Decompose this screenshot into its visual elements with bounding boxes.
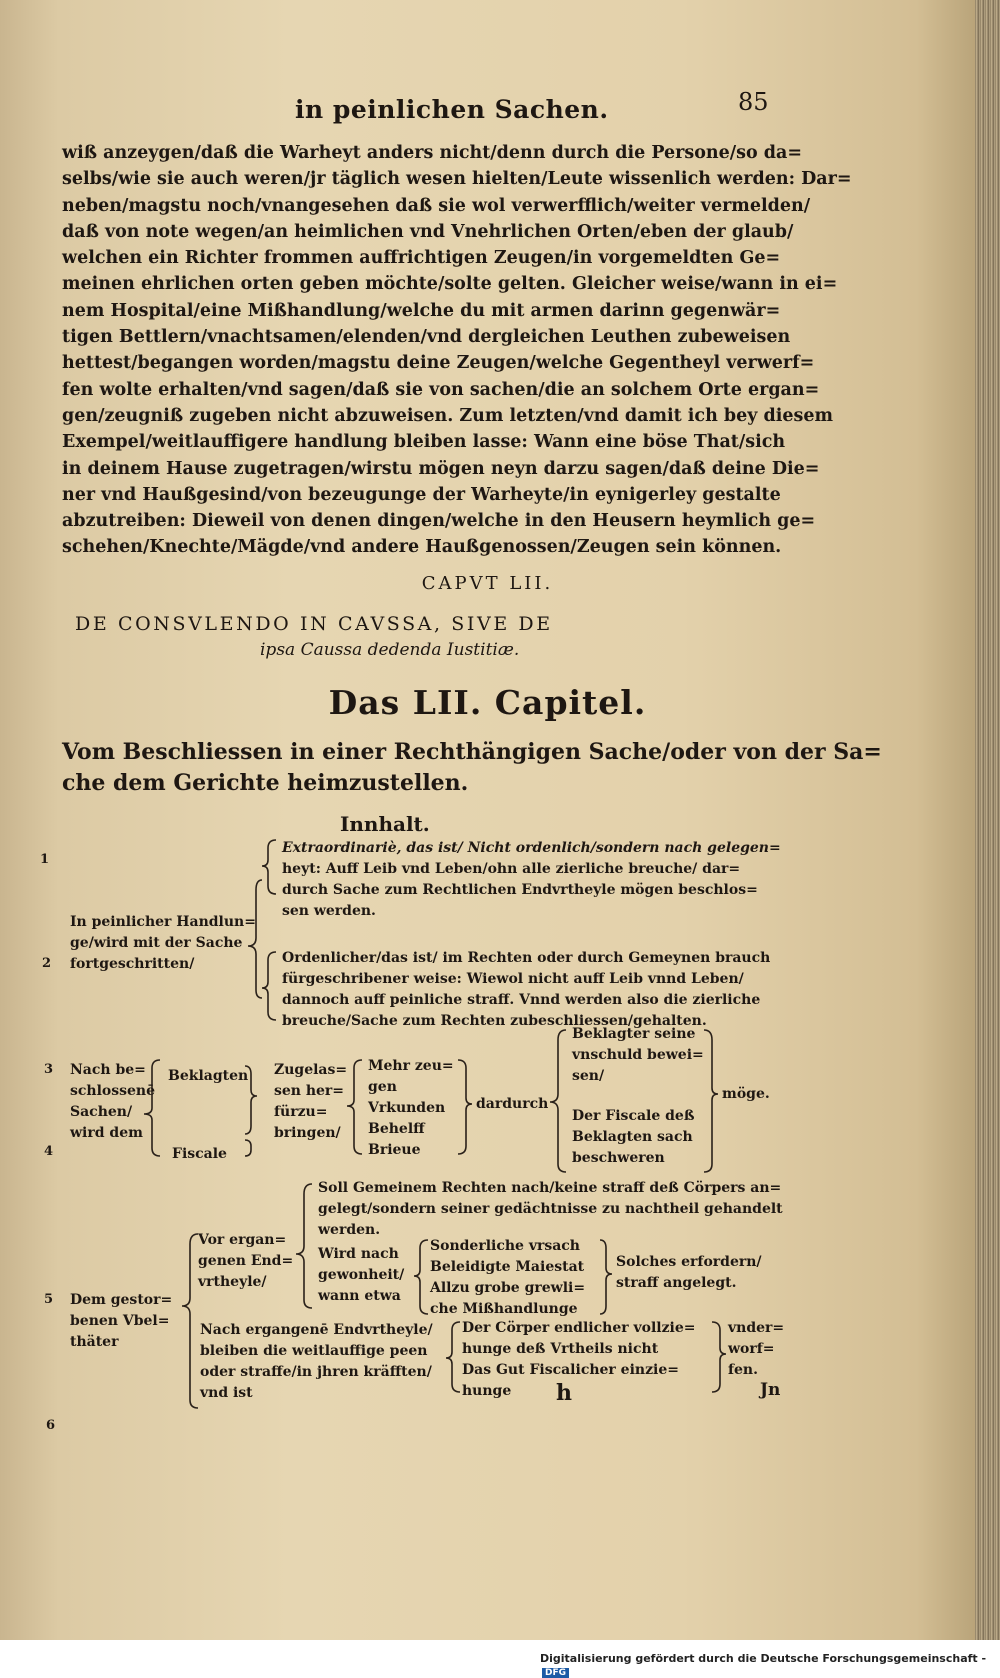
outline-s3-left: Dem gestor= benen Vbel= thäter bbox=[70, 1292, 173, 1350]
text-line: schehen/Knechte/Mägde/vnd andere Haußgenossen/Zeugen sein können. bbox=[62, 537, 782, 558]
outline-number: 1 bbox=[40, 852, 50, 867]
footer-credit bbox=[540, 1652, 1000, 1678]
text-line: gen/zeugniß zugeben nicht abzuweisen. Zum letzten/vnd damit ich bey diesem bbox=[62, 405, 834, 426]
outline-s2-fiscale: Fiscale bbox=[172, 1146, 227, 1162]
subtitle-line: che dem Gerichte heimzustellen. bbox=[62, 770, 469, 796]
outline-s2-dardurch: dardurch bbox=[476, 1096, 549, 1112]
outline-number: 2 bbox=[42, 956, 52, 971]
outline-s2-moege: möge. bbox=[722, 1086, 770, 1102]
brace-s3-sonder-right bbox=[600, 1240, 612, 1314]
page-number: 85 bbox=[738, 88, 769, 116]
outline-s2-beklagter: Beklagter seine vnschuld bewei= sen/ bbox=[572, 1026, 704, 1084]
text-line: tigen Bettlern/vnachtsamen/elenden/vnd dergleichen Leuthen zubeweisen bbox=[62, 327, 791, 348]
outline-s1-extraordinarie: Extraordinariè, das ist/ Nicht ordenlich/sondern nach gelegen= heyt: Auff Leib vnd Leben/ohn alle zierliche breuche/ dar= durch Sache zum Rechtlichen Endvrtheyle mögen beschlos= sen werden. bbox=[282, 840, 781, 919]
catchword: Jn bbox=[760, 1380, 781, 1400]
outline-s3-vnderworfen: vnder= worf= fen. bbox=[728, 1320, 785, 1378]
text-line: hettest/begangen worden/magstu deine Zeugen/welche Gegentheyl verwerf= bbox=[62, 353, 815, 374]
outline-s1-left: In peinlicher Handlun= ge/wird mit der Sache fortgeschritten/ bbox=[70, 914, 256, 972]
brace-s1-top bbox=[262, 840, 276, 894]
brace-s3-der-right bbox=[712, 1322, 726, 1392]
text-line: neben/magstu noch/vnangesehen daß sie wol verwerfflich/weiter vermelden/ bbox=[62, 195, 811, 216]
outline-number: 5 bbox=[44, 1292, 54, 1307]
latin-title-line-1: DE CONSVLENDO IN CAVSSA, SIVE DE bbox=[75, 613, 553, 635]
brace-s2-right bbox=[704, 1030, 718, 1172]
outline-s3-wird: Wird nach gewonheit/ wann etwa bbox=[318, 1246, 405, 1304]
brace-s2-mehr bbox=[347, 1060, 362, 1154]
brace-s3-wird bbox=[414, 1240, 428, 1314]
brace-s3-left bbox=[182, 1234, 198, 1408]
text-line: ner vnd Haußgesind/von bezeugunge der Warheyte/in eynigerley gestalte bbox=[62, 484, 781, 505]
text-line: selbs/wie sie auch weren/jr täglich wesen hielten/Leute wissenlich werden: Dar= bbox=[62, 169, 852, 190]
outline-s2-mehr: Mehr zeu= gen Vrkunden Behelff Brieue bbox=[368, 1058, 454, 1158]
text-line: fen wolte erhalten/vnd sagen/daß sie von sachen/die an solchem Orte ergan= bbox=[62, 379, 820, 400]
brace-s1-bottom bbox=[262, 952, 276, 1020]
outline-number: 4 bbox=[44, 1144, 54, 1159]
brace-s3-nach bbox=[446, 1322, 460, 1392]
outline-s3-nach: Nach ergangenē Endvrtheyle/ bleiben die weitlauffige peen oder straffe/in jhren kräfften/ vnd ist bbox=[200, 1322, 433, 1401]
text-line: Exempel/weitlauffigere handlung bleiben lasse: Wann eine böse That/sich bbox=[62, 432, 786, 453]
outline-s3-der: Der Cörper endlicher vollzie= hunge deß Vrtheils nicht Das Gut Fiscalicher einzie= hunge bbox=[462, 1320, 696, 1399]
text-line: daß von note wegen/an heimlichen vnd Vnehrlichen Orten/eben der glaub/ bbox=[62, 221, 794, 242]
page-edge bbox=[975, 0, 1000, 1640]
text-line: in deinem Hause zugetragen/wirstu mögen neyn darzu sagen/daß deine Die= bbox=[62, 458, 820, 479]
outline-s2-beklagten: Beklagten bbox=[168, 1068, 249, 1084]
text-line: abzutreiben: Dieweil von denen dingen/welche in den Heusern heymlich ge= bbox=[62, 511, 816, 532]
brace-s2-result bbox=[550, 1030, 566, 1172]
outline-number: 6 bbox=[46, 1418, 56, 1433]
brace-s3-vor bbox=[296, 1184, 312, 1308]
latin-title-line-2: ipsa Caussa dedenda Iustitiæ. bbox=[260, 640, 520, 660]
outline-s2-zugelassen: Zugelas= sen her= fürzu= bringen/ bbox=[274, 1062, 348, 1141]
subtitle-line: Vom Beschliessen in einer Rechthängigen Sache/oder von der Sa= bbox=[62, 739, 882, 765]
running-head: in peinlichen Sachen. bbox=[295, 95, 609, 124]
text-line: nem Hospital/eine Mißhandlung/welche du mit armen darinn gegenwär= bbox=[62, 300, 781, 321]
outline-s3-solches: Solches erfordern/ straff angelegt. bbox=[616, 1254, 762, 1291]
dfg-logo: DFG bbox=[542, 1668, 569, 1678]
outline-s3-vor: Vor ergan= genen End= vrtheyle/ bbox=[198, 1232, 294, 1290]
chapter-title: Das LII. Capitel. bbox=[328, 683, 647, 722]
signature-mark: h bbox=[556, 1380, 572, 1406]
text-line: welchen ein Richter frommen auffrichtigen Zeugen/in vorgemeldten Ge= bbox=[62, 248, 781, 269]
text-line: wiß anzeygen/daß die Warheyt anders nicht/denn durch die Persone/so da= bbox=[62, 143, 803, 163]
brace-s2-mehr-right bbox=[458, 1060, 472, 1154]
contents-heading: Innhalt. bbox=[340, 812, 430, 836]
footer-text: Digitalisierung gefördert durch die Deutsche Forschungsgemeinschaft - bbox=[540, 1652, 987, 1665]
text-line: meinen ehrlichen orten geben möchte/solte gelten. Gleicher weise/wann in ei= bbox=[62, 274, 838, 295]
outline-s3-sonderliche: Sonderliche vrsach Beleidigte Maiestat Allzu grobe grewli= che Mißhandlunge bbox=[430, 1238, 586, 1317]
outline-s2-fiscal: Der Fiscale deß Beklagten sach beschweren bbox=[572, 1108, 695, 1166]
brace-s2-fiscale bbox=[245, 1140, 251, 1156]
caput-heading: CAPVT LII. bbox=[421, 573, 554, 594]
outline-s2-left: Nach be= schlossenē Sachen/ wird dem bbox=[70, 1062, 155, 1141]
outline-s1-ordenlicher: Ordenlicher/das ist/ im Rechten oder durch Gemeynen brauch fürgeschribener weise: Wiewol nicht auff Leib vnnd Leben/ dannoch auff peinliche straff. Vnnd werden also die zierliche breuche/Sache zum Rechten zubeschliessen/gehalten. bbox=[282, 950, 771, 1029]
outline-number: 3 bbox=[44, 1062, 54, 1077]
outline-s3-soll: Soll Gemeinem Rechten nach/keine straff deß Cörpers an= gelegt/sondern seiner gedächtnisse zu nachtheil gehandelt werden. bbox=[318, 1180, 783, 1238]
